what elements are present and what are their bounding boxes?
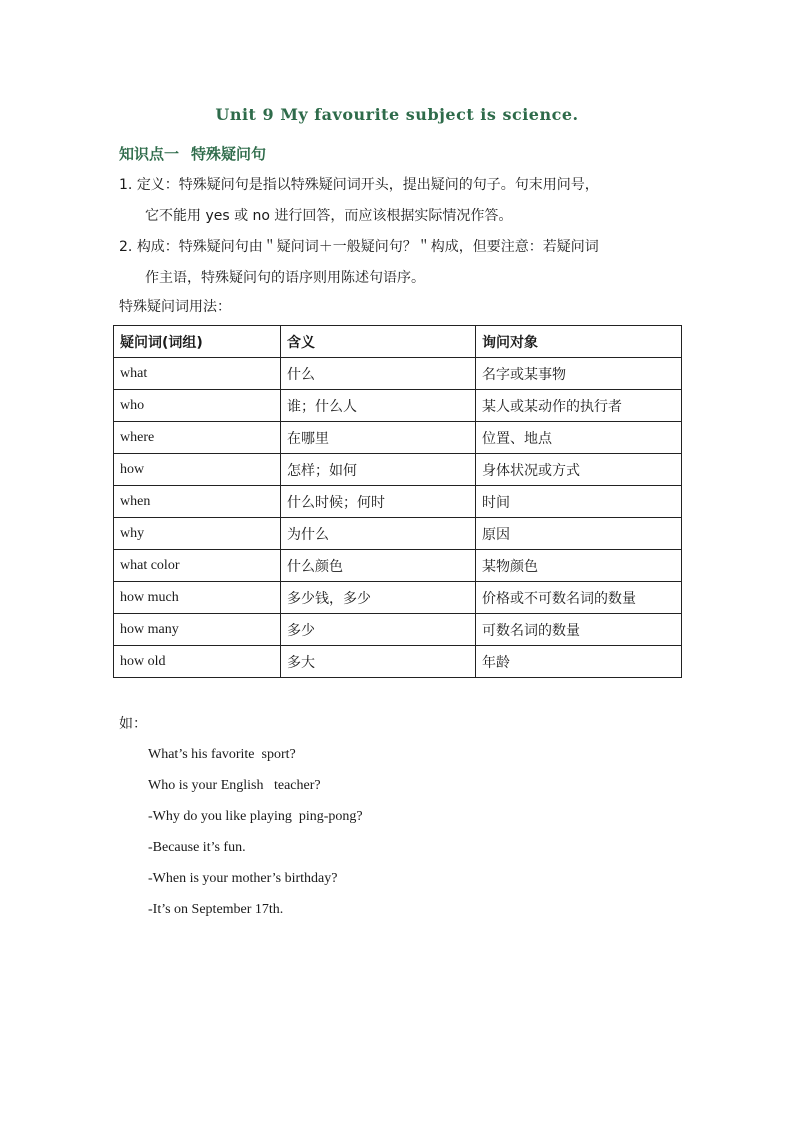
target-cell: 身体状况或方式 xyxy=(476,454,682,486)
word-cell: when xyxy=(114,486,281,518)
header-cell: 疑问词(词组) xyxy=(114,326,281,358)
word-cell: why xyxy=(114,518,281,550)
meaning-cell: 多少钱，多少 xyxy=(281,582,476,614)
target-cell: 价格或不可数名词的数量 xyxy=(476,582,682,614)
meaning-cell: 多少 xyxy=(281,614,476,646)
question-words-table xyxy=(113,325,682,678)
section-label: 知识点一 xyxy=(119,145,180,163)
table-header-row xyxy=(114,326,682,358)
table-row xyxy=(114,358,682,390)
target-cell: 原因 xyxy=(476,518,682,550)
word-cell: where xyxy=(114,422,281,454)
target-cell: 名字或某事物 xyxy=(476,358,682,390)
table-row xyxy=(114,486,682,518)
table-row xyxy=(114,550,682,582)
meaning-cell: 什么 xyxy=(281,358,476,390)
example-sentence: -When is your mother’s birthday? xyxy=(148,871,338,886)
point-text-line1: 定义：特殊疑问句是指以特殊疑问词开头，提出疑问的句子。句末用问号， xyxy=(136,177,599,193)
word-cell: how xyxy=(114,454,281,486)
example-label: 如： xyxy=(119,716,147,732)
definition-point xyxy=(119,170,679,232)
example-sentence: What’s his favorite sport? xyxy=(148,747,296,762)
table-row xyxy=(114,614,682,646)
section-topic: 特殊疑问句 xyxy=(191,145,267,163)
table-row xyxy=(114,422,682,454)
example-sentence: -Because it’s fun. xyxy=(148,840,246,855)
target-cell: 位置、地点 xyxy=(476,422,682,454)
target-cell: 可数名词的数量 xyxy=(476,614,682,646)
usage-label: 特殊疑问词用法： xyxy=(119,299,231,315)
document-title: Unit 9 My favourite subject is science. xyxy=(215,105,579,124)
section-heading xyxy=(119,143,266,164)
table-row xyxy=(114,518,682,550)
point-text-line1: 构成：特殊疑问句由＂疑问词＋一般疑问句？＂构成，但要注意：若疑问词 xyxy=(136,239,599,255)
header-cell: 询问对象 xyxy=(476,326,682,358)
example-list xyxy=(148,741,363,927)
point-text-line2: 它不能用 yes 或 no 进行回答，而应该根据实际情况作答。 xyxy=(145,208,513,224)
target-cell: 某人或某动作的执行者 xyxy=(476,390,682,422)
word-cell: what xyxy=(114,358,281,390)
meaning-cell: 为什么 xyxy=(281,518,476,550)
point-text-line2: 作主语，特殊疑问句的语序则用陈述句语序。 xyxy=(145,270,425,286)
table-row xyxy=(114,454,682,486)
point-number: 1. xyxy=(119,177,133,193)
word-cell: who xyxy=(114,390,281,422)
header-cell: 含义 xyxy=(281,326,476,358)
meaning-cell: 什么颜色 xyxy=(281,550,476,582)
table-row xyxy=(114,582,682,614)
word-cell: how much xyxy=(114,582,281,614)
meaning-cell: 怎样；如何 xyxy=(281,454,476,486)
meaning-cell: 在哪里 xyxy=(281,422,476,454)
word-cell: how old xyxy=(114,646,281,678)
example-sentence: Who is your English teacher? xyxy=(148,778,321,793)
target-cell: 时间 xyxy=(476,486,682,518)
example-sentence: -It’s on September 17th. xyxy=(148,902,284,917)
target-cell: 年龄 xyxy=(476,646,682,678)
example-sentence: -Why do you like playing ping-pong? xyxy=(148,809,363,824)
meaning-cell: 谁；什么人 xyxy=(281,390,476,422)
structure-point xyxy=(119,232,679,294)
point-number: 2. xyxy=(119,239,133,255)
table-row xyxy=(114,390,682,422)
meaning-cell: 多大 xyxy=(281,646,476,678)
word-cell: how many xyxy=(114,614,281,646)
meaning-cell: 什么时候；何时 xyxy=(281,486,476,518)
target-cell: 某物颜色 xyxy=(476,550,682,582)
word-cell: what color xyxy=(114,550,281,582)
table-row xyxy=(114,646,682,678)
